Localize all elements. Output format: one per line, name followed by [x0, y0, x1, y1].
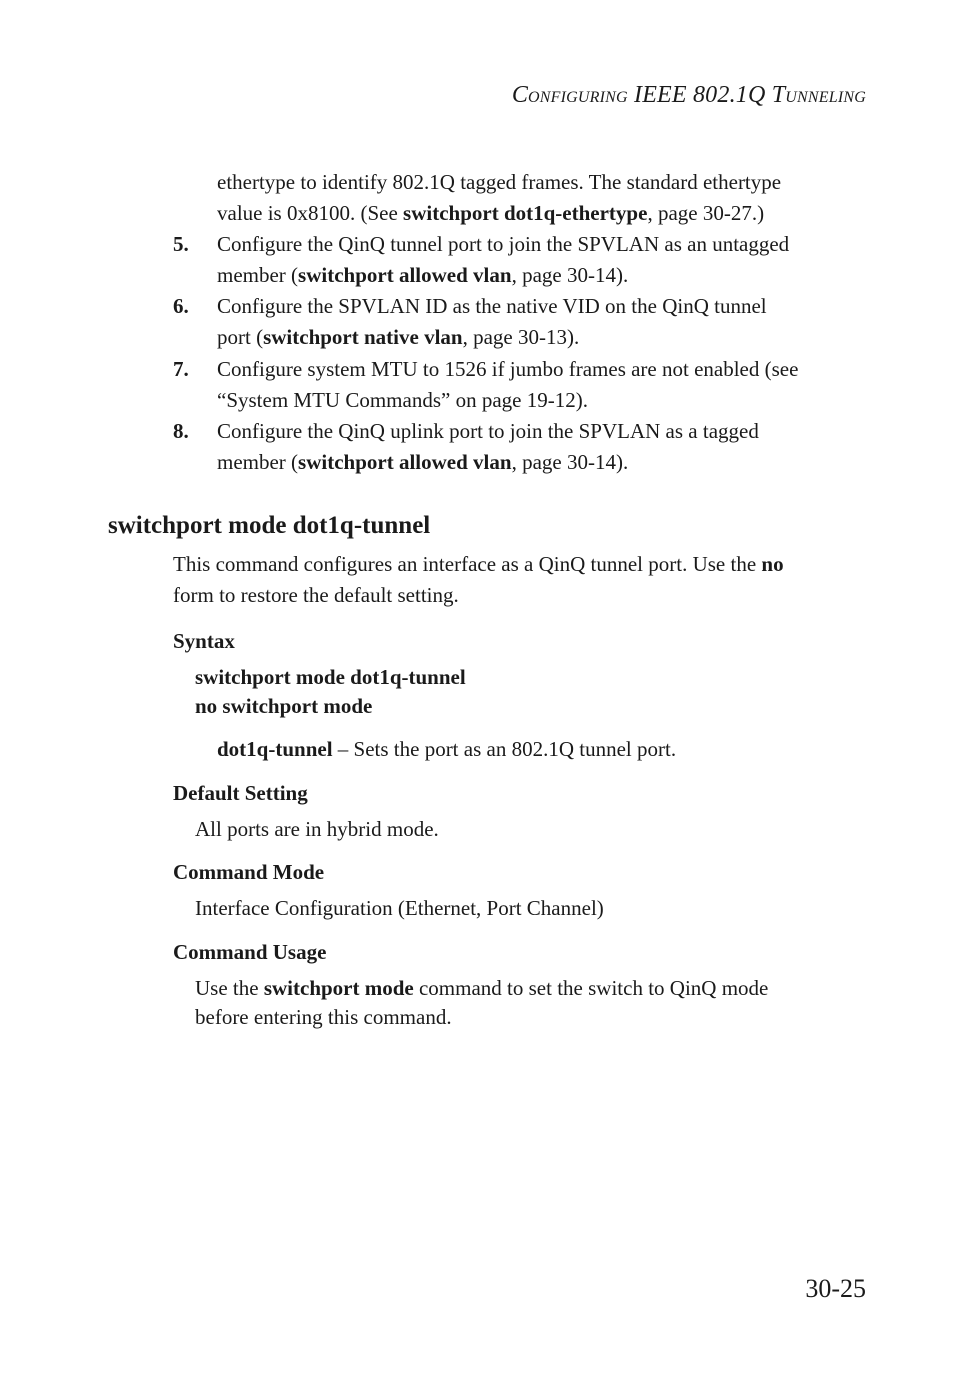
- page-number: 30-25: [805, 1274, 866, 1303]
- default-setting-heading: Default Setting: [173, 781, 308, 805]
- syntax-heading: Syntax: [173, 629, 235, 653]
- step-number: 6.: [173, 294, 189, 318]
- syntax-line: no switchport mode: [195, 694, 373, 718]
- section-title: switchport mode dot1q-tunnel: [108, 512, 431, 539]
- running-header: CONFIGURING IEEE 802.1Q TUNNELING: [511, 82, 866, 108]
- syntax-line: switchport mode dot1q-tunnel: [195, 665, 466, 689]
- command-mode-text: Interface Configuration (Ethernet, Port Channel): [195, 896, 604, 920]
- step-number: 8.: [173, 419, 189, 443]
- default-setting-text: All ports are in hybrid mode.: [195, 817, 439, 841]
- command-mode-heading: Command Mode: [173, 860, 325, 884]
- command-usage-heading: Command Usage: [173, 940, 327, 964]
- step-number: 5.: [173, 232, 189, 256]
- parameter-description: dot1q-tunnel – Sets the port as an 802.1Q tunnel port.: [217, 737, 677, 761]
- step-number: 7.: [173, 357, 189, 381]
